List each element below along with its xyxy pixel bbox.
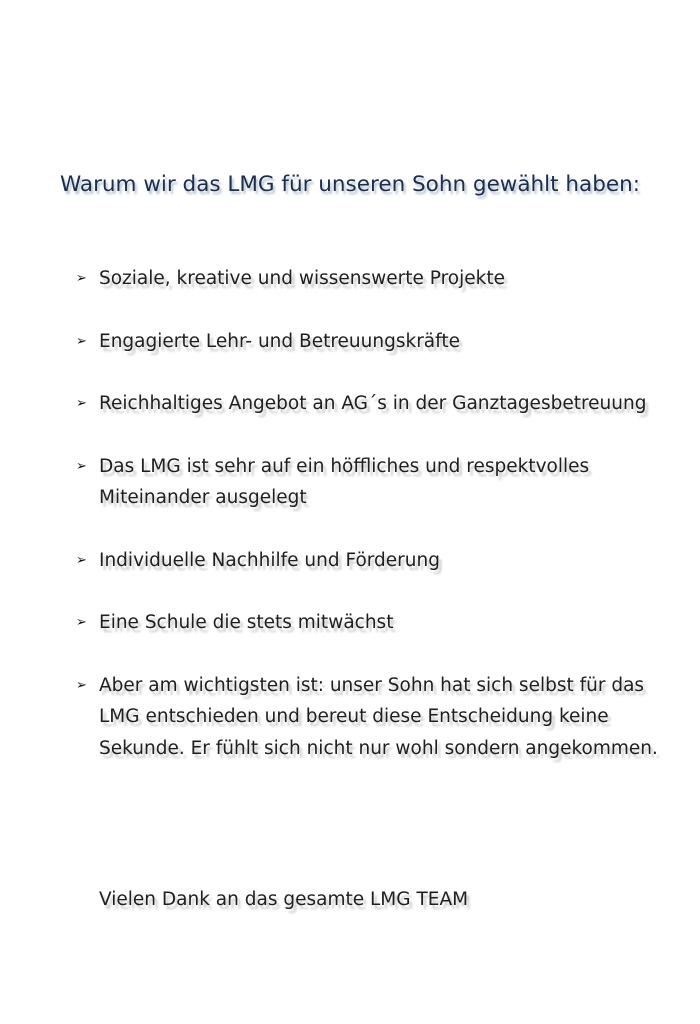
reasons-list (76, 263, 676, 795)
list-item-text: Das LMG ist sehr auf ein höffliches und respektvolles Miteinander ausgelegt (99, 455, 590, 508)
list-item-text: Individuelle Nachhilfe und Förderung (99, 549, 440, 571)
list-item-text: Aber am wichtigsten ist: unser Sohn hat sich selbst für das LMG entschieden und bereut diese Entscheidung keine Sekunde. Er fühlt sich nicht nur wohl sondern angekommen. (99, 674, 658, 759)
closing-thanks: Vielen Dank an das gesamte LMG TEAM (99, 889, 469, 910)
list-item-text: Soziale, kreative und wissenswerte Projekte (99, 268, 505, 289)
list-item (76, 263, 676, 295)
arrowhead-bullet-icon: ➢ (76, 333, 87, 349)
list-item (76, 607, 676, 639)
arrowhead-bullet-icon: ➢ (76, 458, 87, 474)
list-item (76, 451, 676, 514)
arrowhead-bullet-icon: ➢ (76, 396, 87, 411)
arrowhead-bullet-icon: ➢ (76, 677, 87, 693)
list-item (76, 670, 676, 765)
arrowhead-bullet-icon: ➢ (76, 615, 87, 630)
arrowhead-bullet-icon: ➢ (76, 552, 87, 568)
list-item (76, 388, 676, 420)
list-item (76, 326, 676, 358)
list-item (76, 545, 676, 577)
list-item-text: Reichhaltiges Angebot an AG´s in der Ganztagesbetreuung (99, 393, 647, 414)
arrowhead-bullet-icon: ➢ (76, 271, 87, 286)
document-title: Warum wir das LMG für unseren Sohn gewählt haben: (60, 172, 640, 197)
list-item-text: Eine Schule die stets mitwächst (99, 612, 394, 633)
list-item-text: Engagierte Lehr- und Betreuungskräfte (99, 330, 460, 352)
